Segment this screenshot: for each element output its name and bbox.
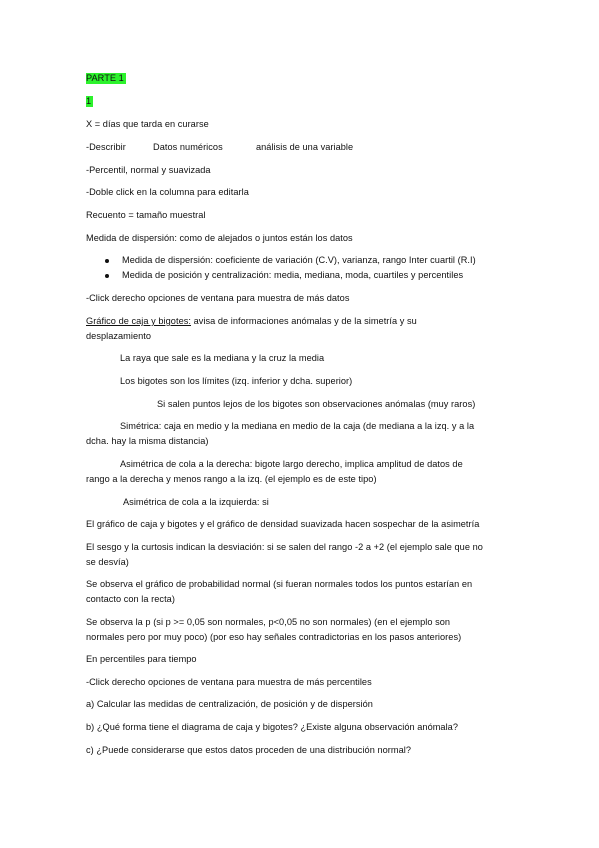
analisis-text: análisis de una variable xyxy=(255,142,354,152)
bigotes-line: Los bigotes son los límites (izq. inferior y dcha. superior) xyxy=(120,376,353,386)
sesgo-cont: se desvía) xyxy=(86,557,129,567)
grafico-caja-line xyxy=(86,315,417,328)
bullet-item-dispersion: Medida de dispersión: coeficiente de variación (C.V), varianza, rango Inter cuartil (R.I) xyxy=(122,255,476,265)
describir-text: -Describir xyxy=(86,142,126,152)
variable-definition: X = días que tarda en curarse xyxy=(86,119,209,129)
highlighted-text: PARTE 1 xyxy=(86,73,124,83)
question-c: c) ¿Puede considerarse que estos datos proceden de una distribución normal? xyxy=(86,745,411,755)
grafico-caja-title: Gráfico de caja y bigotes: xyxy=(86,316,191,326)
asimetrica-derecha-cont: rango a la derecha y menos rango a la izq. (el ejemplo es de este tipo) xyxy=(86,474,377,484)
observa-line: Se observa el gráfico de probabilidad normal (si fueran normales todos los puntos estarían en xyxy=(86,579,473,589)
simetrica-line: Simétrica: caja en medio y la mediana en medio de la caja (de mediana a la izq. y a la xyxy=(120,421,475,431)
observa-cont: contacto con la recta) xyxy=(86,594,175,604)
question-b: b) ¿Qué forma tiene el diagrama de caja y bigotes? ¿Existe alguna observación anómala? xyxy=(86,722,459,732)
percentil-line: -Percentil, normal y suavizada xyxy=(86,165,211,175)
asimetrica-izquierda-line: Asimétrica de cola a la izquierda: si xyxy=(123,497,269,507)
bullet-marker xyxy=(105,274,109,278)
grafico-caja-desc: avisa de informaciones anómalas y de la simetría y su xyxy=(190,316,417,326)
sospechar-line: El gráfico de caja y bigotes y el gráfico de densidad suavizada hacen sospechar de la asimetría xyxy=(86,519,480,529)
medida-dispersion-line: Medida de dispersión: como de alejados o juntos están los datos xyxy=(86,233,353,243)
question-a: a) Calcular las medidas de centralización, de posición y de dispersión xyxy=(86,699,373,709)
grafico-caja-cont: desplazamiento xyxy=(86,331,152,341)
pvalor-line: Se observa la p (si p >= 0,05 son normales, p<0,05 no son normales) (en el ejemplo son xyxy=(86,617,451,627)
doble-click-line: -Doble click en la columna para editarla xyxy=(86,187,249,197)
pvalor-cont: normales pero por muy poco) (por eso hay señales contradictorias en los pasos anteriores) xyxy=(86,632,462,642)
simetrica-cont: dcha. hay la misma distancia) xyxy=(86,436,209,446)
click-derecho-line: -Click derecho opciones de ventana para muestra de más datos xyxy=(86,293,350,303)
raya-line: La raya que sale es la mediana y la cruz la media xyxy=(120,353,325,363)
puntos-line: Si salen puntos lejos de los bigotes son observaciones anómalas (muy raros) xyxy=(157,399,476,409)
click-percentiles-line: -Click derecho opciones de ventana para muestra de más percentiles xyxy=(86,677,372,687)
recuento-line: Recuento = tamaño muestral xyxy=(86,210,206,220)
sesgo-line: El sesgo y la curtosis indican la desviación: si se salen del rango -2 a +2 (el ejemplo sale que no xyxy=(86,542,483,552)
asimetrica-derecha-line: Asimétrica de cola a la derecha: bigote largo derecho, implica amplitud de datos de xyxy=(120,459,463,469)
bullet-marker xyxy=(105,259,109,263)
bullet-item-posicion: Medida de posición y centralización: media, mediana, moda, cuartiles y percentiles xyxy=(122,270,464,280)
describir-line xyxy=(86,141,353,154)
percentiles-line: En percentiles para tiempo xyxy=(86,654,197,664)
datos-numericos-text: Datos numéricos xyxy=(153,142,223,152)
heading-parte-1 xyxy=(86,72,126,85)
highlighted-text: 1 xyxy=(86,96,92,106)
heading-number xyxy=(86,95,93,108)
